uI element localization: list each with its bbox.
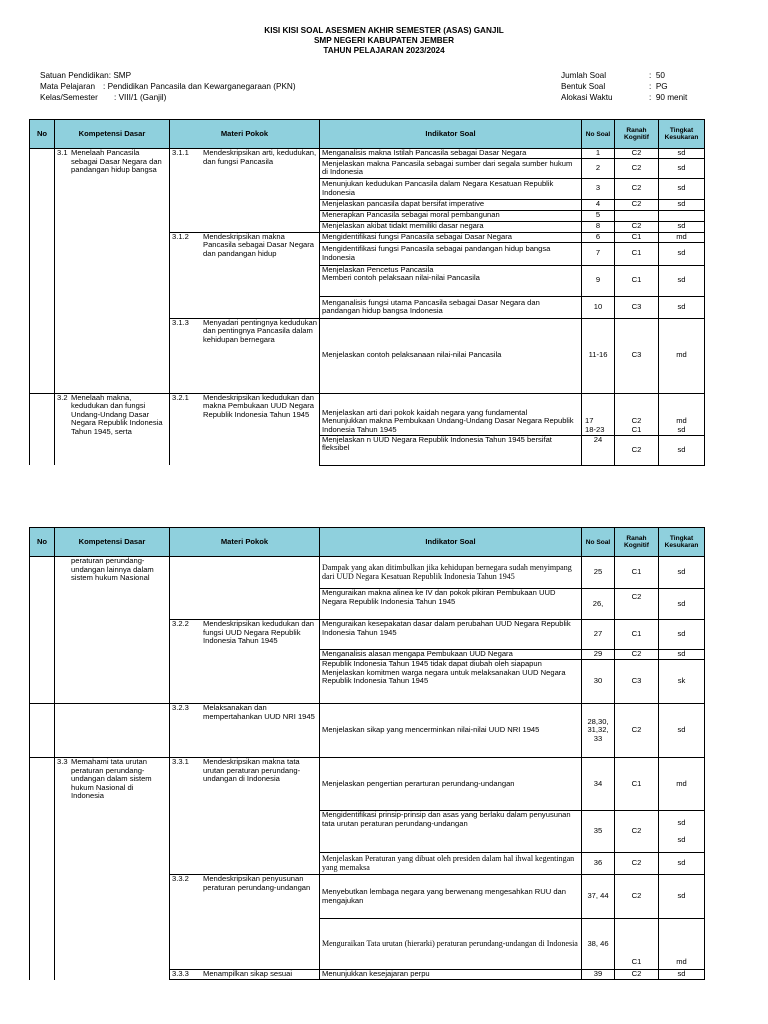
no-soal-cell: 29 [582, 650, 615, 660]
indikator-cell: Menjelaskan sikap yang mencerminkan nilai-nilai UUD NRI 1945 [320, 704, 582, 758]
tingkat-cell: sd [659, 557, 705, 589]
tingkat-cell: md [659, 919, 705, 970]
no-soal-cell: 1 [582, 149, 615, 159]
ranah-cell: C1 [615, 265, 659, 296]
table-header [30, 528, 705, 557]
col-no-soal: No Soal [582, 120, 615, 149]
ranah-cell: C2 [615, 158, 659, 178]
ranah-cell: C2 [615, 435, 659, 465]
ranah-cell: C1 [615, 242, 659, 265]
materi-cell: 3.3.2 Mendeskripsikan penyusunan peraturan perundang-undangan [170, 875, 320, 970]
kd-cell: 3.3 Memahami tata urutan peraturan perundang-undangan dalam sistem hukum Nasional di Indonesia [55, 758, 170, 980]
school-name: SMP NEGERI KABUPATEN JEMBER [313, 36, 455, 45]
no-soal-cell: 9 [582, 265, 615, 296]
tingkat-cell: sd [659, 650, 705, 660]
indikator-cell: Mengidentifikasi fungsi Pancasila sebagai pandangan hidup bangsa Indonesia [320, 242, 582, 265]
info-kelas: Kelas/Semester : VIII/1 (Ganjil) [40, 93, 167, 102]
no-soal-cell: 24 [582, 435, 615, 465]
ranah-cell: C1 [615, 758, 659, 811]
indikator-cell: Mengidentifikasi fungsi Pancasila sebagai Dasar Negara [320, 232, 582, 242]
tingkat-cell: sk [659, 660, 705, 704]
indikator-cell: Menunjukkan kesejajaran perpu [320, 970, 582, 980]
tingkat-cell: sd [659, 199, 705, 210]
kd-cell: 3.2 Menelaah makna, kedudukan dan fungsi Undang-Undang Dasar Negara Republik Indonesia Tahun 1945, serta [55, 393, 170, 465]
ranah-cell: C2 [615, 704, 659, 758]
col-tingkat: Tingkat Kesukaran [659, 528, 705, 557]
indikator-cell: Menganalisis fungsi utama Pancasila sebagai Dasar Negara dan pandangan hidup bangsa Indonesia [320, 296, 582, 318]
indikator-cell: Republik Indonesia Tahun 1945 tidak dapat diubah oleh siapapun Menjelaskan komitmen warga negara untuk melaksanakan UUD Negara Republik Indonesia Tahun 1945 [320, 660, 582, 704]
col-kd: Kompetensi Dasar [55, 528, 170, 557]
no-soal-cell: 25 [582, 557, 615, 589]
tingkat-cell: md [659, 318, 705, 393]
no-soal-cell: 35 [582, 811, 615, 853]
indikator-cell: Menjelaskan Peraturan yang dibuat oleh presiden dalam hal ihwal kegentingan yang memaksa [320, 853, 582, 875]
col-tingkat: Tingkat Kesukaran [659, 120, 705, 149]
ranah-cell: C2 [615, 589, 659, 620]
no-cell [30, 758, 55, 980]
tingkat-cell: sd [659, 149, 705, 159]
ranah-cell: C1 [615, 557, 659, 589]
ranah-cell: C1 [615, 620, 659, 650]
no-soal-cell: 27 [582, 620, 615, 650]
tingkat-cell: md [659, 232, 705, 242]
no-soal-cell: 7 [582, 242, 615, 265]
indikator-cell: Menjelaskan makna Pancasila sebagai sumber dari segala sumber hukum di Indonesia [320, 158, 582, 178]
materi-cell: 3.3.3 Menampilkan sikap sesuai [170, 970, 320, 980]
info-satuan: Satuan Pendidikan: SMP [40, 71, 132, 80]
indikator-cell: Dampak yang akan ditimbulkan jika kehidupan bernegara sudah menyimpang dari UUD Negara Kesatuan Republik Indonesia Tahun 1945 [320, 557, 582, 589]
col-ranah: Ranah Kognitif [615, 528, 659, 557]
info-jumlah: Jumlah Soal : 50 [561, 71, 665, 80]
materi-cell: 3.1.3 Menyadari pentingnya kedudukan dan pentingnya Pancasila dalam kehidupan bernegara [170, 318, 320, 393]
materi-cell: 3.2.2 Mendeskripsikan kedudukan dan fungsi UUD Negara Republik Indonesia Tahun 1945 [170, 620, 320, 704]
indikator-cell: Menjelaskan Pencetus Pancasila Memberi contoh pelaksaan nilai-nilai Pancasila [320, 265, 582, 296]
no-soal-cell: 34 [582, 758, 615, 811]
ranah-cell: C1 [615, 919, 659, 970]
no-soal-cell: 39 [582, 970, 615, 980]
materi-cell: 3.1.2 Mendeskripsikan makna Pancasila sebagai Dasar Negara dan pandangan hidup [170, 232, 320, 318]
tingkat-cell [659, 210, 705, 221]
ranah-cell: C2 [615, 811, 659, 853]
no-soal-cell: 3 [582, 178, 615, 199]
tingkat-cell: sd [659, 970, 705, 980]
no-soal-cell: 26, [582, 589, 615, 620]
indikator-cell: Menunjukan kedudukan Pancasila dalam Negara Kesatuan Republik Indonesia [320, 178, 582, 199]
indikator-cell: Menjelaskan arti dari pokok kaidah negara yang fundamental Menunjukkan makna Pembukaan Undang-Undang Dasar Negara Republik Indonesia Tahun 1945 [320, 393, 582, 435]
info-alokasi: Alokasi Waktu : 90 menit [561, 93, 688, 102]
ranah-cell: C2 [615, 650, 659, 660]
tingkat-cell: sd [659, 620, 705, 650]
col-no: No [30, 528, 55, 557]
materi-cell: 3.1.1 Mendeskripsikan arti, kedudukan, dan fungsi Pancasila [170, 149, 320, 233]
no-soal-cell: 17 18-23 [582, 393, 615, 435]
no-soal-cell: 10 [582, 296, 615, 318]
materi-cell: 3.2.3 Melaksanakan dan mempertahankan UUD NRI 1945 [170, 704, 320, 758]
table-row [30, 149, 705, 159]
tingkat-cell: sd [659, 158, 705, 178]
no-soal-cell: 4 [582, 199, 615, 210]
indikator-cell: Menguraikan Tata urutan (hierarki) peraturan perundang-undangan di Indonesia [320, 919, 582, 970]
no-soal-cell: 2 [582, 158, 615, 178]
tingkat-cell: sd [659, 265, 705, 296]
col-materi: Materi Pokok [170, 120, 320, 149]
ranah-cell: C2 [615, 178, 659, 199]
tingkat-cell: sd [659, 242, 705, 265]
no-cell [30, 393, 55, 465]
tingkat-cell: sd [659, 589, 705, 620]
ranah-cell: C2 [615, 199, 659, 210]
tingkat-cell: sd [659, 875, 705, 919]
materi-cell [170, 557, 320, 620]
materi-cell: 3.2.1 Mendeskripsikan kedudukan dan makna Pembukaan UUD Negara Republik Indonesia Tahun 1945 [170, 393, 320, 465]
indikator-cell: Mengidentifikasi prinsip-prinsip dan asas yang berlaku dalam penyusunan tata urutan peraturan perundang-undangan [320, 811, 582, 853]
indikator-cell: Menganalisis alasan mengapa Pembukaan UUD Negara [320, 650, 582, 660]
col-no: No [30, 120, 55, 149]
no-soal-cell: 37, 44 [582, 875, 615, 919]
info-mapel: Mata Pelajaran : Pendidikan Pancasila dan Kewarganegaraan (PKN) [40, 82, 296, 91]
indikator-cell: Menjelaskan contoh pelaksanaan nilai-nilai Pancasila [320, 318, 582, 393]
ranah-cell: C2 [615, 970, 659, 980]
indikator-cell: Menjelaskan akibat tidakt memiliki dasar negara [320, 221, 582, 232]
indikator-cell: Menjelaskan n UUD Negara Republik Indonesia Tahun 1945 bersifat fleksibel [320, 435, 582, 465]
ranah-cell: C3 [615, 660, 659, 704]
no-cell [30, 149, 55, 394]
no-soal-cell: 38, 46 [582, 919, 615, 970]
tingkat-cell: sd [659, 178, 705, 199]
ranah-cell [615, 210, 659, 221]
no-soal-cell: 28,30, 31,32, 33 [582, 704, 615, 758]
kd-cell [55, 704, 170, 758]
no-soal-cell: 36 [582, 853, 615, 875]
info-bentuk: Bentuk Soal : PG [561, 82, 668, 91]
indikator-cell: Menganalisis makna Istilah Pancasila sebagai Dasar Negara [320, 149, 582, 159]
ranah-cell: C3 [615, 318, 659, 393]
tingkat-cell: sd [659, 296, 705, 318]
no-cell [30, 557, 55, 704]
ranah-cell: C2 [615, 875, 659, 919]
tingkat-cell: sd sd [659, 811, 705, 853]
indikator-cell: Menguraikan makna alinea ke IV dan pokok pikiran Pembukaan UUD Negara Republik Indonesia Tahun 1945 [320, 589, 582, 620]
ranah-cell: C2 [615, 221, 659, 232]
indikator-cell: Menjelaskan pancasila dapat bersifat imperative [320, 199, 582, 210]
col-indikator: Indikator Soal [320, 528, 582, 557]
table-row [30, 758, 705, 811]
table-row [30, 704, 705, 758]
no-soal-cell: 5 [582, 210, 615, 221]
materi-cell: 3.3.1 Mendeskripsikan makna tata urutan peraturan perundang-undangan di Indonesia [170, 758, 320, 875]
no-soal-cell: 11-16 [582, 318, 615, 393]
ranah-cell: C1 [615, 232, 659, 242]
no-cell [30, 704, 55, 758]
table-header [30, 120, 705, 149]
indikator-cell: Menyebutkan lembaga negara yang berwenang mengesahkan RUU dan mengajukan [320, 875, 582, 919]
no-soal-cell: 6 [582, 232, 615, 242]
tingkat-cell: md [659, 758, 705, 811]
kd-cell: 3.1 Menelaah Pancasila sebagai Dasar Negara dan pandangan hidup bangsa [55, 149, 170, 394]
table-row [30, 557, 705, 589]
ranah-cell: C2 [615, 149, 659, 159]
col-no-soal: No Soal [582, 528, 615, 557]
no-soal-cell: 30 [582, 660, 615, 704]
kd-cell: peraturan perundang-undangan lainnya dalam sistem hukum Nasional [55, 557, 170, 704]
tingkat-cell: sd [659, 704, 705, 758]
tingkat-cell: sd [659, 435, 705, 465]
tingkat-cell: sd [659, 853, 705, 875]
ranah-cell: C3 [615, 296, 659, 318]
tingkat-cell: md sd [659, 393, 705, 435]
table-row [30, 393, 705, 435]
kisi-table-2 [29, 527, 705, 980]
no-soal-cell: 8 [582, 221, 615, 232]
indikator-cell: Menerapkan Pancasila sebagai moral pembangunan [320, 210, 582, 221]
doc-title: KISI KISI SOAL ASESMEN AKHIR SEMESTER (ASAS) GANJIL [264, 26, 504, 35]
col-ranah: Ranah Kognitif [615, 120, 659, 149]
kisi-table-1 [29, 119, 705, 466]
col-kd: Kompetensi Dasar [55, 120, 170, 149]
indikator-cell: Menguraikan kesepakatan dasar dalam perubahan UUD Negara Republik Indonesia Tahun 1945 [320, 620, 582, 650]
ranah-cell: C2 C1 [615, 393, 659, 435]
col-materi: Materi Pokok [170, 528, 320, 557]
indikator-cell: Menjelaskan pengertian perarturan perundang-undangan [320, 758, 582, 811]
ranah-cell: C2 [615, 853, 659, 875]
academic-year: TAHUN PELAJARAN 2023/2024 [323, 46, 445, 55]
col-indikator: Indikator Soal [320, 120, 582, 149]
tingkat-cell: sd [659, 221, 705, 232]
